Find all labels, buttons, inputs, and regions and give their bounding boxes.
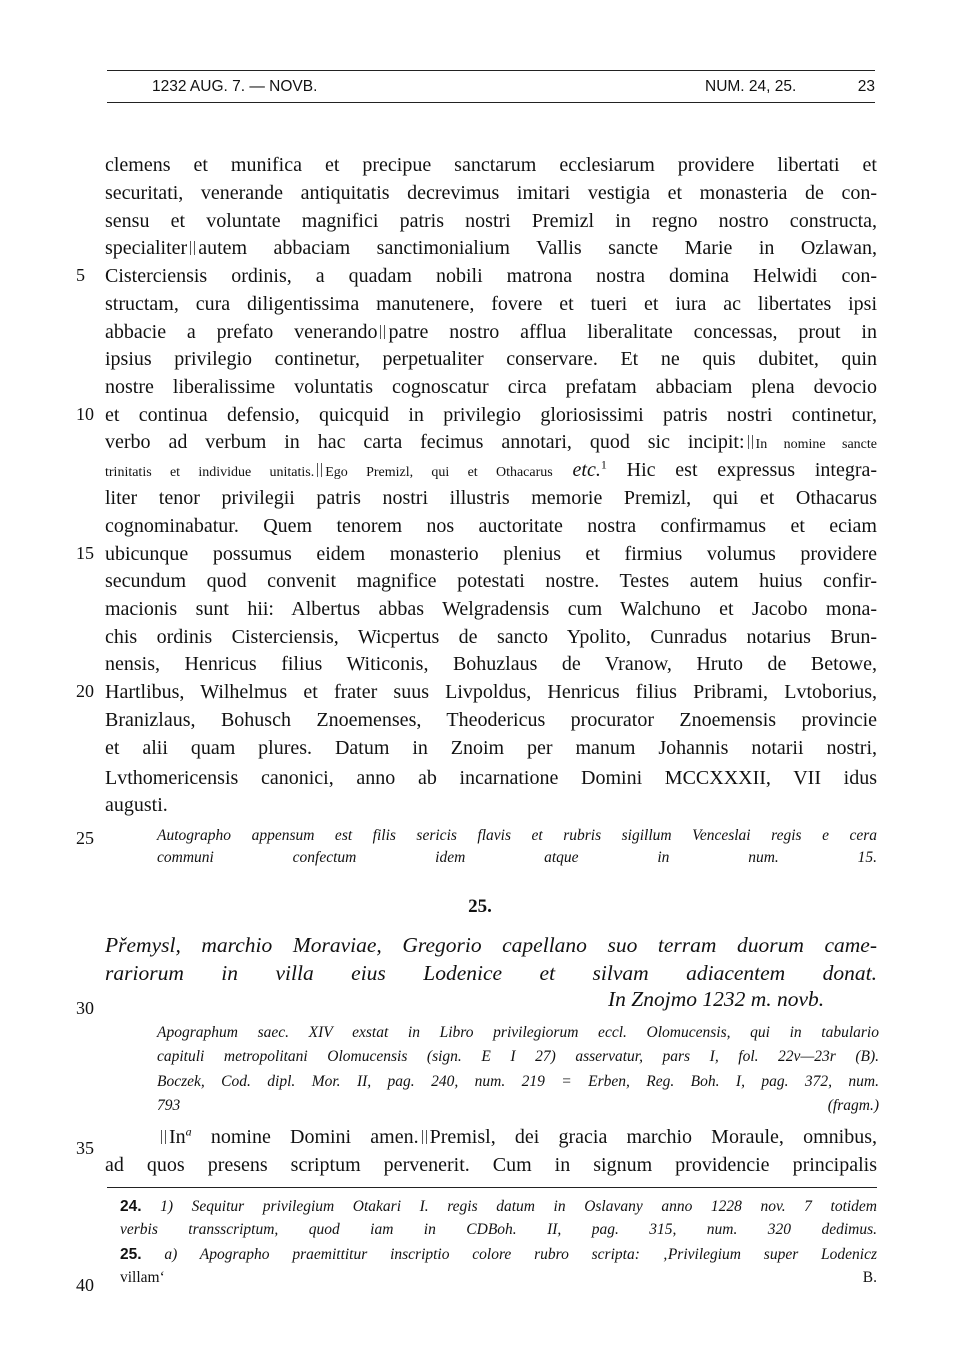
- text-line-4: [105, 235, 877, 263]
- text-line-2: securitati, venerande antiquitatis decrevimus imitari vestigia et monasteria de con-: [105, 182, 877, 204]
- line-break-marker: [748, 435, 753, 449]
- regest-line-1: Přemysl, marchio Moraviae, Gregorio capellano suo terram duorum came-: [105, 933, 877, 957]
- line-break-marker: [190, 241, 195, 255]
- text-seg: Premisl, dei gracia marchio Moraule, omnibus,: [429, 1126, 877, 1148]
- text-line-5: Cisterciensis ordinis, a quadam nobili matrona nostra domina Helwidi con-: [105, 265, 877, 287]
- footnote-24-line-1: [120, 1195, 877, 1218]
- text-line-21: Branizlaus, Bohusch Znoemenses, Theodericus procurator Znoemensis provincie: [105, 709, 877, 731]
- footnote-25-line-1: [120, 1243, 877, 1266]
- text-line-12: [105, 457, 877, 487]
- text-line-13: liter tenor privilegii patris nostri illustris memorie Premizl, qui et Othacarus: [105, 487, 877, 509]
- etc-text: etc.: [572, 459, 601, 481]
- text-seg: abbacie a prefato venerando: [105, 321, 378, 343]
- line-number-25: 25: [76, 828, 94, 848]
- quoted-incipit: In nomine sancte: [755, 437, 877, 452]
- source-line-4: 793 (fragm.): [157, 1097, 879, 1114]
- text-seg: verbo ad verbum in hac carta fecimus annotari, quod sic incipit:: [105, 431, 745, 453]
- text-line-24: augusti.: [105, 794, 168, 816]
- text-seg: specialiter: [105, 237, 188, 259]
- footnote-24-line-2: verbis transscriptum, quod iam in CDBoh. II, pag. 315, num. 320 dedimus.: [120, 1221, 877, 1238]
- text-line-23: Lvthomericensis canonici, anno ab incarnatione Domini MCCXXXII, VII idus: [105, 767, 877, 789]
- quoted-incipit: trinitatis et individue unitatis.: [105, 465, 315, 480]
- text-line-22: et alii quam plures. Datum in Znoim per manum Johannis notarii nostri,: [105, 737, 877, 759]
- footnote-doc-number: 25.: [120, 1246, 142, 1263]
- text-line-7: [105, 319, 877, 347]
- footnote-doc-number: 24.: [120, 1198, 142, 1215]
- footnote-ref-1: 1: [600, 457, 607, 472]
- footnote-text: 1) Sequitur privilegium Otakari I. regis datum in Oslavany anno 1228 nov. 7 totidem: [160, 1198, 878, 1215]
- text-seg: nomine Domini amen.: [210, 1126, 419, 1148]
- line-number-10: 10: [76, 404, 94, 424]
- text-line-1: clemens et munifica et precipue sanctarum ecclesiarum providere libertati et: [105, 154, 877, 176]
- text-line-6: structam, cura diligentissima manutenere, fovere et tueri et iura ac libertates ipsi: [105, 293, 877, 315]
- header-rule-top: [107, 70, 875, 71]
- header-doc-numbers: NUM. 24, 25.: [705, 78, 797, 95]
- charter-line-1: [158, 1124, 877, 1152]
- document-number: 25.: [468, 896, 492, 917]
- text-line-18: chis ordinis Cisterciensis, Wicpertus de sancto Ypolito, Cunradus notarius Brun-: [105, 626, 877, 648]
- line-number-35: 35: [76, 1138, 94, 1158]
- line-number-40: 40: [76, 1275, 94, 1295]
- footnote-25-line-2: villam‘ B.: [120, 1269, 877, 1286]
- line-break-marker: [422, 1130, 427, 1144]
- text-line-19: nensis, Henricus filius Witiconis, Bohuzlaus de Vranow, Hruto de Betowe,: [105, 653, 877, 675]
- text-line-16: secundum quod convenit magnifice potestati nostre. Testes autem huius confir-: [105, 570, 877, 592]
- footnote-text: a) Apographo praemittitur inscriptio colore rubro scripta: ‚Privilegium super Lodenicz: [164, 1246, 878, 1263]
- charter-line-2: ad quos presens scriptum pervenerit. Cum in signum providencie principalis: [105, 1154, 877, 1176]
- line-number-30: 30: [76, 998, 94, 1018]
- regest-line-2: rariorum in villa eius Lodenice et silvam adiacentem donat.: [105, 961, 877, 985]
- line-break-marker: [161, 1130, 166, 1144]
- page-number: 23: [857, 78, 875, 95]
- text-line-17: macionis sunt hii: Albertus abbas Welgradensis cum Walchuno et Jacobo mona-: [105, 598, 877, 620]
- text-line-10: et continua defensio, quicquid in privilegio gloriosissimi patris nostri continetur,: [105, 404, 877, 426]
- text-line-20: Hartlibus, Wilhelmus et frater suus Livpoldus, Henricus filius Pribrami, Lvtoborius,: [105, 681, 877, 703]
- text-line-3: sensu et voluntate magnifici patris nostri Premizl in regno nostro constructa,: [105, 210, 877, 232]
- source-line-3: Boczek, Cod. dipl. Mor. II, pag. 240, num. 219 = Erben, Reg. Boh. I, pag. 372, num.: [157, 1073, 879, 1090]
- quoted-incipit: Ego Premizl, qui et Othacarus: [325, 465, 553, 480]
- line-break-marker: [317, 463, 322, 477]
- footnote-rule: [107, 1187, 877, 1188]
- text-seg: patre nostro afflua liberalitate concessas, prout in: [388, 321, 877, 343]
- source-line-1: Apographum saec. XIV exstat in Libro privilegiorum eccl. Olomucensis, qui in tabulario: [157, 1024, 879, 1041]
- line-number-5: 5: [76, 265, 85, 285]
- header-rule-bottom: [107, 102, 875, 103]
- source-line-2: capituli metropolitani Olomucensis (sign. E I 27) asservatur, pars I, fol. 22v—23r (B).: [157, 1048, 879, 1065]
- line-break-marker: [380, 325, 385, 339]
- footnote-ref-a: a: [185, 1124, 192, 1139]
- seal-note-line-1: Autographo appensum est filis sericis flavis et rubris sigillum Venceslai regis e cera: [157, 827, 877, 844]
- seal-note-line-2: communi confectum idem atque in num. 15.: [157, 849, 877, 866]
- text-line-9: nostre liberalissime voluntatis cognoscatur circa prefatam abbaciam plena devocio: [105, 376, 877, 398]
- line-number-20: 20: [76, 681, 94, 701]
- line-number-15: 15: [76, 543, 94, 563]
- text-seg: In: [169, 1126, 186, 1148]
- text-seg: Hic est expressus integra-: [626, 459, 878, 481]
- running-header: [107, 78, 875, 100]
- text-line-11: [105, 429, 877, 459]
- text-line-15: ubicunque possumus eidem monasterio plenius et firmius volumus providere: [105, 543, 877, 565]
- header-date-range: 1232 AUG. 7. — NOVB.: [152, 78, 318, 95]
- place-date: In Znojmo 1232 m. novb.: [608, 987, 825, 1011]
- text-seg: autem abbaciam sanctimonialium Vallis sancte Marie in Ozlawan,: [198, 237, 877, 259]
- text-line-8: ipsius privilegio continetur, perpetualiter conservare. Et ne quis dubitet, quin: [105, 348, 877, 370]
- text-line-14: cognominabatur. Quem tenorem nos auctoritate nostra confirmamus et eciam: [105, 515, 877, 537]
